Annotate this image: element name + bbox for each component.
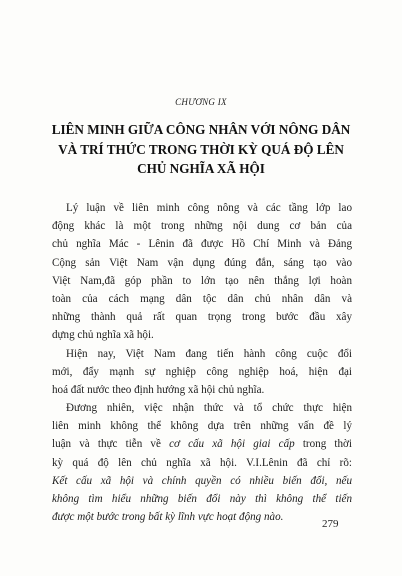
chapter-title	[30, 120, 372, 179]
paragraph-1-line-4: Cộng sản Việt Nam vận dụng đúng đắn, sáng tạo vào	[52, 256, 352, 269]
paragraph-3-line-3	[52, 435, 352, 453]
title-line-1: LIÊN MINH GIỮA CÔNG NHÂN VỚI NÔNG DÂN	[51, 122, 351, 137]
paragraph-3-line-1: Đương nhiên, việc nhận thức và tổ chức thực hiện	[66, 402, 352, 415]
title-line-2: VÀ TRÍ THỨC TRONG THỜI KỲ QUÁ ĐỘ LÊN	[58, 141, 344, 157]
paragraph-2-line-1: Hiện nay, Việt Nam đang tiến hành công cuộc đổi	[66, 347, 352, 360]
paragraph-3-line-4: kỳ quá độ lên chủ nghĩa xã hội. V.I.Lênin đã chỉ rõ:	[52, 456, 352, 469]
chapter-label: CHƯƠNG IX	[175, 97, 227, 107]
paragraph-2-line-2: mới, đẩy mạnh sự nghiệp công nghiệp hoá, hiện đại	[52, 365, 352, 378]
title-line-3: CHỦ NGHĨA XÃ HỘI	[137, 161, 265, 176]
paragraph-3-line-3-start: luận và thực tiễn về	[52, 438, 170, 451]
paragraph-3-line-6: không tìm hiểu những biến đổi này thì không thể tiến	[52, 493, 352, 505]
paragraph-3-line-7: được một bước trong bất kỳ lĩnh vực hoạt động nào.	[52, 511, 284, 524]
paragraph-1-line-5: Việt Nam,đã góp phần to lớn tạo nên thắng lợi hoàn	[52, 274, 352, 287]
emphasis-social-class-structure: cơ cấu xã hội giai cấp	[169, 438, 295, 451]
paragraph-3-line-5: Kết cấu xã hội và chính quyền có nhiều biến đổi, nếu	[52, 474, 352, 487]
paragraph-1-line-1: Lý luận về liên minh công nông và các tầng lớp lao	[66, 202, 352, 214]
paragraph-2-line-3: hoá đất nước theo định hướng xã hội chủ nghĩa.	[52, 383, 265, 396]
body-text	[52, 199, 352, 526]
paragraph-1-line-6: toàn của cách mạng dân tộc dân chủ nhân dân và	[52, 292, 352, 305]
paragraph-1-line-7: những thành quả rất quan trọng trong bước đầu xây	[52, 311, 352, 324]
paragraph-3-line-2: liên minh không thể không dựa trên những vấn đề lý	[52, 420, 352, 433]
paragraph-3-line-3-end: trong thời	[294, 438, 352, 451]
page-number: 279	[322, 518, 339, 530]
paragraph-1-line-2: động khác là một trong những nội dung cơ bản của	[52, 220, 352, 233]
paragraph-1-line-8: dựng chủ nghĩa xã hội.	[52, 329, 154, 342]
paragraph-1-line-3: chủ nghĩa Mác - Lênin đã được Hồ Chí Minh và Đảng	[52, 238, 352, 251]
